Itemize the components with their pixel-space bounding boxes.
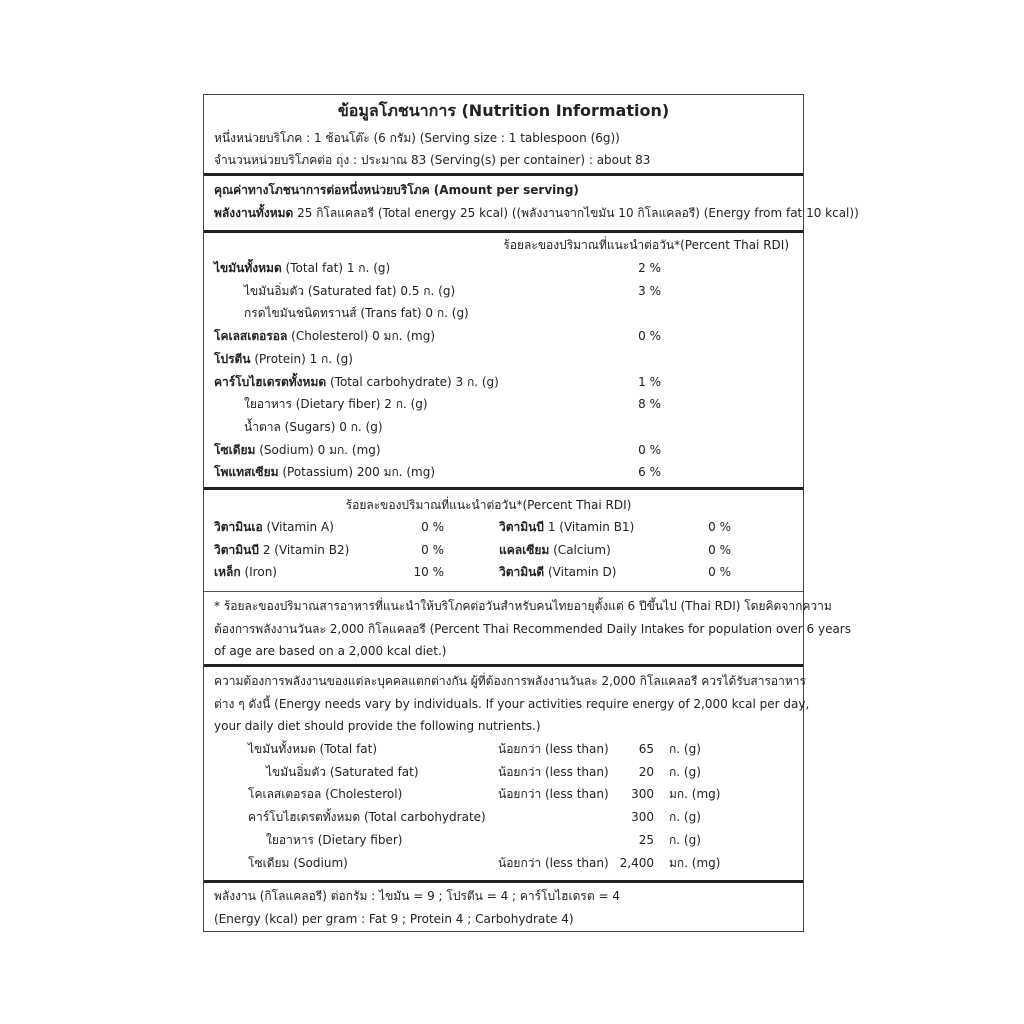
recommendation-comparator: น้อยกว่า (less than) xyxy=(498,855,609,870)
vitamin-name xyxy=(214,519,334,535)
vitamin-label: วิตามินบี xyxy=(214,542,259,557)
recommendation-value: 20 xyxy=(638,764,654,779)
nutrient-row xyxy=(214,442,381,458)
nutrient-row xyxy=(244,305,469,321)
nutrient-row xyxy=(214,464,435,480)
vitamin-percent: 0 % xyxy=(708,520,731,534)
recommendation-unit: มก. (mg) xyxy=(669,787,721,802)
vitamin-percent: 0 % xyxy=(421,520,444,534)
vitamin-name xyxy=(499,564,616,580)
nutrient-name: ไขมันทั้งหมด xyxy=(214,261,282,275)
nutrient-row xyxy=(214,374,499,390)
recommendation-unit: ก. (g) xyxy=(669,764,701,779)
energy-needs-line: ต่าง ๆ ดังนี้ (Energy needs vary by individuals. If your activities require energy of 2,000 kcal per day, xyxy=(214,696,810,711)
vitamin-detail: (Vitamin A) xyxy=(262,520,334,534)
nutrient-amount: (Protein) 1 ก. (g) xyxy=(250,351,353,366)
nutrient-percent: 2 % xyxy=(638,261,661,275)
label-title: ข้อมูลโภชนาการ (Nutrition Information) xyxy=(337,101,670,120)
nutrient-amount: ใยอาหาร (Dietary fiber) 2 ก. (g) xyxy=(244,397,428,412)
nutrient-amount: ไขมันอิ่มตัว (Saturated fat) 0.5 ก. (g) xyxy=(244,283,456,298)
vitamin-label: วิตามินเอ xyxy=(214,520,263,534)
nutrient-row xyxy=(244,419,383,435)
energy-per-gram-line: พลังงาน (กิโลแคลอรี) ต่อกรัม : ไขมัน = 9 ; โปรตีน = 4 ; คาร์โบไฮเดรต = 4 xyxy=(214,889,620,903)
footnote-line: ต้องการพลังงานวันละ 2,000 กิโลแคลอรี (Percent Thai Recommended Daily Intakes for population over 6 years xyxy=(214,621,851,636)
nutrient-amount: (Sodium) 0 มก. (mg) xyxy=(255,442,381,457)
vitamin-detail: (Calcium) xyxy=(549,542,611,557)
vitamin-name xyxy=(499,519,634,535)
vitamin-label: วิตามินบี xyxy=(499,520,544,534)
recommendation-name: ไขมันอิ่มตัว (Saturated fat) xyxy=(266,764,419,779)
nutrient-name: โคเลสเตอรอล xyxy=(214,329,288,344)
nutrient-amount: (Potassium) 200 มก. (mg) xyxy=(278,465,436,480)
divider xyxy=(204,880,803,883)
footnote-line: of age are based on a 2,000 kcal diet.) xyxy=(214,644,447,659)
energy-per-gram-line: (Energy (kcal) per gram : Fat 9 ; Protein 4 ; Carbohydrate 4) xyxy=(214,912,574,926)
vitamin-label: เหล็ก xyxy=(214,565,241,580)
nutrient-amount: น้ำตาล (Sugars) 0 ก. (g) xyxy=(244,419,383,434)
recommendation-value: 65 xyxy=(638,742,654,756)
energy-needs-line: your daily diet should provide the following nutrients.) xyxy=(214,719,541,734)
recommendation-name: โคเลสเตอรอล (Cholesterol) xyxy=(248,787,403,802)
energy-label: พลังงานทั้งหมด xyxy=(214,206,294,220)
recommendation-value: 2,400 xyxy=(619,855,654,870)
divider xyxy=(204,173,803,176)
divider xyxy=(204,591,803,592)
recommendation-comparator: น้อยกว่า (less than) xyxy=(498,764,609,779)
amount-per-serving: คุณค่าทางโภชนาการต่อหนึ่งหน่วยบริโภค (Amount per serving) xyxy=(214,183,579,197)
nutrient-amount: (Cholesterol) 0 มก. (mg) xyxy=(287,329,436,344)
vitamin-detail: 2 (Vitamin B2) xyxy=(259,542,350,557)
vitamin-percent: 0 % xyxy=(421,542,444,557)
recommendation-name: คาร์โบไฮเดรตทั้งหมด (Total carbohydrate) xyxy=(248,810,486,825)
vitamin-detail: (Vitamin D) xyxy=(544,565,617,580)
recommendation-unit: ก. (g) xyxy=(669,810,701,825)
recommendation-name: ใยอาหาร (Dietary fiber) xyxy=(266,832,403,847)
vitamin-detail: (Iron) xyxy=(240,565,277,580)
recommendation-name: ไขมันทั้งหมด (Total fat) xyxy=(248,742,378,756)
nutrient-percent: 0 % xyxy=(638,442,661,457)
nutrient-row xyxy=(214,260,390,276)
nutrient-percent: 3 % xyxy=(638,283,661,298)
nutrient-name: โซเดียม xyxy=(214,442,256,457)
recommendation-value: 25 xyxy=(638,832,654,847)
nutrient-percent: 8 % xyxy=(638,397,661,412)
recommendation-comparator: น้อยกว่า (less than) xyxy=(498,787,609,802)
vitamin-percent: 0 % xyxy=(708,565,731,580)
divider xyxy=(204,487,803,490)
nutrient-percent: 1 % xyxy=(638,374,661,389)
divider xyxy=(204,230,803,233)
recommendation-unit: ก. (g) xyxy=(669,832,701,847)
nutrient-row xyxy=(214,351,353,367)
nutrient-amount: กรดไขมันชนิดทรานส์ (Trans fat) 0 ก. (g) xyxy=(244,306,469,321)
nutrient-amount: (Total carbohydrate) 3 ก. (g) xyxy=(326,374,499,389)
rdi-header: ร้อยละของปริมาณที่แนะนำต่อวัน*(Percent Thai RDI) xyxy=(503,238,789,252)
nutrient-row xyxy=(244,283,455,299)
vitamin-label: แคลเซียม xyxy=(499,542,550,557)
recommendation-value: 300 xyxy=(631,810,654,825)
nutrition-label xyxy=(203,94,859,932)
recommendation-comparator: น้อยกว่า (less than) xyxy=(498,742,609,756)
vitamin-detail: 1 (Vitamin B1) xyxy=(544,520,635,534)
nutrient-row xyxy=(214,328,435,344)
vitamin-label: วิตามินดี xyxy=(499,565,545,580)
nutrient-amount: (Total fat) 1 ก. (g) xyxy=(281,261,391,275)
recommendation-unit: ก. (g) xyxy=(669,742,701,756)
vitamin-rdi-header: ร้อยละของปริมาณที่แนะนำต่อวัน*(Percent Thai RDI) xyxy=(345,498,632,512)
total-energy xyxy=(214,205,859,221)
nutrient-row xyxy=(244,396,428,412)
vitamin-name xyxy=(499,542,611,558)
vitamin-name xyxy=(214,564,277,580)
recommendation-name: โซเดียม (Sodium) xyxy=(248,855,348,870)
nutrient-percent: 6 % xyxy=(638,465,661,480)
divider xyxy=(204,664,803,667)
nutrient-percent: 0 % xyxy=(638,329,661,344)
energy-needs-line: ความต้องการพลังงานของแต่ละบุคคลแตกต่างกัน ผู้ที่ต้องการพลังงานวันละ 2,000 กิโลแคลอรี ควรได้รับสารอาหาร xyxy=(214,674,806,688)
serving-size: หนึ่งหน่วยบริโภค : 1 ช้อนโต๊ะ (6 กรัม) (Serving size : 1 tablespoon (6g)) xyxy=(214,131,620,145)
vitamin-percent: 0 % xyxy=(708,542,731,557)
nutrient-name: คาร์โบไฮเดรตทั้งหมด xyxy=(214,374,327,389)
vitamin-percent: 10 % xyxy=(413,565,444,580)
nutrient-name: โพแทสเซียม xyxy=(214,465,279,480)
servings-per-container: จำนวนหน่วยบริโภคต่อ ถุง : ประมาณ 83 (Serving(s) per container) : about 83 xyxy=(214,153,651,167)
recommendation-value: 300 xyxy=(631,787,654,802)
nutrient-name: โปรตีน xyxy=(214,351,251,366)
footnote-line: * ร้อยละของปริมาณสารอาหารที่แนะนำให้บริโภคต่อวันสำหรับคนไทยอายุตั้งแต่ 6 ปีขึ้นไป (Thai RDI) โดยคิดจากความ xyxy=(214,599,832,613)
vitamin-name xyxy=(214,542,349,558)
recommendation-unit: มก. (mg) xyxy=(669,855,721,870)
energy-value: 25 กิโลแคลอรี (Total energy 25 kcal) ((พลังงานจากไขมัน 10 กิโลแคลอรี) (Energy from fat 10 kcal)) xyxy=(293,206,859,220)
